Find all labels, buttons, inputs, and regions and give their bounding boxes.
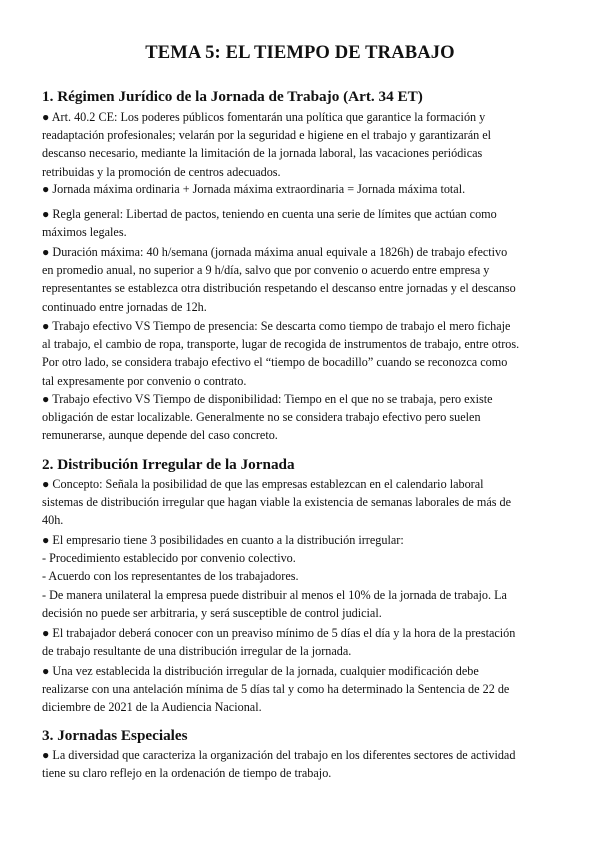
paragraph: ● El empresario tiene 3 posibilidades en cuanto a la distribución irregular: - Procedimiento establecido por convenio colectivo. - Acuerdo con los representantes de los trabajadores. - De manera unilateral la empresa puede distribuir al menos el 10% de la jornada de trabajo. La decisión no puede ser arbitraria, y será susceptible de control judicial.: [42, 533, 507, 620]
document-title: TEMA 5: EL TIEMPO DE TRABAJO: [145, 42, 455, 63]
paragraph: ● Una vez establecida la distribución irregular de la jornada, cualquier modificación debe realizarse con una antelación mínima de 5 días tal y como ha determinado la Sentencia de 22 de diciembre de 2021 de la Audiencia Nacional.: [42, 664, 510, 715]
section-2-heading: 2. Distribución Irregular de la Jornada: [42, 456, 295, 473]
paragraph: ● Regla general: Libertad de pactos, teniendo en cuenta una serie de límites que actúan como máximos legales.: [42, 207, 497, 240]
paragraph: ● La diversidad que caracteriza la organización del trabajo en los diferentes sectores de actividad tiene su claro reflejo en la ordenación de tiempo de trabajo.: [42, 748, 516, 781]
paragraph: ● Trabajo efectivo VS Tiempo de presencia: Se descarta como tiempo de trabajo el mero fichaje al trabajo, el cambio de ropa, transporte, lugar de recogida de instrumentos de trabajo, entre otros. Por otro lado, se considera trabajo efectivo el “tiempo de bocadillo” cuando se reconozca como tal expresamente por convenio o contrato.: [42, 319, 520, 388]
paragraph: ● Art. 40.2 CE: Los poderes públicos fomentarán una política que garantice la formación y readaptación profesionales; velarán por la seguridad e higiene en el trabajo y garantizarán el descanso necesario, mediante la limitación de la jornada laboral, las vacaciones periódicas retribuidas y la promoción de centros adecuados.: [42, 110, 492, 179]
paragraph: ● Concepto: Señala la posibilidad de que las empresas establezcan en el calendario laboral sistemas de distribución irregular que hagan viable la existencia de semanas laborales de más de 40h.: [42, 477, 512, 528]
paragraph: ● El trabajador deberá conocer con un preaviso mínimo de 5 días el día y la hora de la prestación de trabajo resultante de una distribución irregular de la jornada.: [42, 626, 516, 659]
section-3-heading: 3. Jornadas Especiales: [42, 727, 188, 744]
section-1-heading: 1. Régimen Jurídico de la Jornada de Trabajo (Art. 34 ET): [42, 88, 423, 105]
paragraph: ● Jornada máxima ordinaria + Jornada máxima extraordinaria = Jornada máxima total.: [42, 182, 466, 196]
paragraph: ● Trabajo efectivo VS Tiempo de disponibilidad: Tiempo en el que no se trabaja, pero existe obligación de estar localizable. Generalmente no se considera trabajo efectivo pero suelen remunerarse, aunque depende del caso concreto.: [42, 392, 493, 443]
paragraph: ● Duración máxima: 40 h/semana (jornada máxima anual equivale a 1826h) de trabajo efectivo en promedio anual, no superior a 9 h/día, salvo que por convenio o acuerdo entre empresa y representantes se establezca otra distribución respetando el descanso entre jornadas y el descanso continuado entre jornadas de 12h.: [42, 245, 516, 314]
